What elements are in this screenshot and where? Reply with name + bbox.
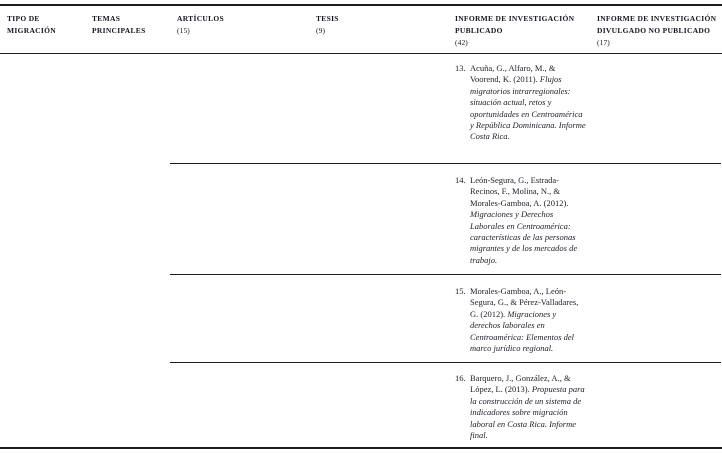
citation-text — [470, 286, 588, 354]
citation-entry-16 — [455, 373, 589, 441]
column-header-line: TESIS — [316, 14, 339, 23]
citation-entry-14 — [455, 175, 589, 266]
citation-number: 16. — [455, 373, 466, 383]
row-separator — [170, 274, 721, 275]
column-header-tesis — [316, 13, 376, 37]
column-header-tipo-de-migracion — [7, 13, 82, 37]
column-header-line: MIGRACIÓN — [7, 26, 56, 35]
citation-authors: Acuña, G., Alfaro, M., & Voorend, K. (2011). — [470, 63, 556, 85]
citation-authors: León-Segura, G., Estrada-Recinos, F., Molina, N., & Morales-Gamboa, A. (2012). — [470, 175, 569, 208]
citation-text — [470, 175, 588, 266]
column-header-informe-publicado — [455, 13, 585, 49]
citation-text — [470, 63, 588, 143]
column-header-informe-divulgado-no-publicado — [597, 13, 722, 49]
citation-number: 14. — [455, 175, 466, 185]
column-header-articulos — [177, 13, 267, 37]
column-count: (17) — [597, 38, 610, 47]
citation-entry-13 — [455, 63, 589, 143]
citation-authors: Barquero, J., González, A., & López, L. (2013). — [470, 373, 571, 395]
table-bottom-rule — [0, 447, 722, 449]
row-separator — [170, 362, 721, 363]
citation-number: 15. — [455, 286, 466, 296]
citation-title: Migraciones y derechos laborales en Centroamérica: Elementos del marco jurídico regional. — [470, 308, 575, 354]
citation-authors: Morales-Gamboa, A., León-Segura, G., & Pérez-Valladares, G. (2012). — [470, 286, 579, 319]
citation-title: Flujos migratorios intrarregionales: situación actual, retos y oportunidades en Centroamérica y República Dominicana. Informe Costa Rica. — [470, 74, 586, 142]
citation-number: 13. — [455, 63, 466, 73]
citation-entry-15 — [455, 286, 589, 354]
column-header-line: PUBLICADO — [455, 26, 503, 35]
column-count: (15) — [177, 26, 190, 35]
column-header-line: PRINCIPALES — [92, 26, 146, 35]
column-header-line: ARTÍCULOS — [177, 14, 225, 23]
citation-text — [470, 373, 588, 441]
column-header-line: DIVULGADO NO PUBLICADO — [597, 26, 711, 35]
header-separator-rule — [0, 53, 722, 54]
column-count: (9) — [316, 26, 326, 35]
column-count: (42) — [455, 38, 468, 47]
citation-title: Migraciones y Derechos Laborales en Centroamérica: características de las personas migrantes y de los mercados de trabajo. — [470, 209, 578, 265]
citation-title: Propuesta para la construcción de un sistema de indicadores sobre migración laboral en Costa Rica. Informe final. — [470, 384, 585, 441]
row-separator — [170, 163, 721, 164]
column-header-temas-principales — [92, 13, 167, 37]
column-header-line: TEMAS — [92, 14, 121, 23]
column-header-line: TIPO DE — [7, 14, 40, 23]
column-header-line: INFORME DE INVESTIGACIÓN — [597, 14, 717, 23]
table-top-rule — [0, 4, 722, 6]
column-header-line: INFORME DE INVESTIGACIÓN — [455, 14, 575, 23]
